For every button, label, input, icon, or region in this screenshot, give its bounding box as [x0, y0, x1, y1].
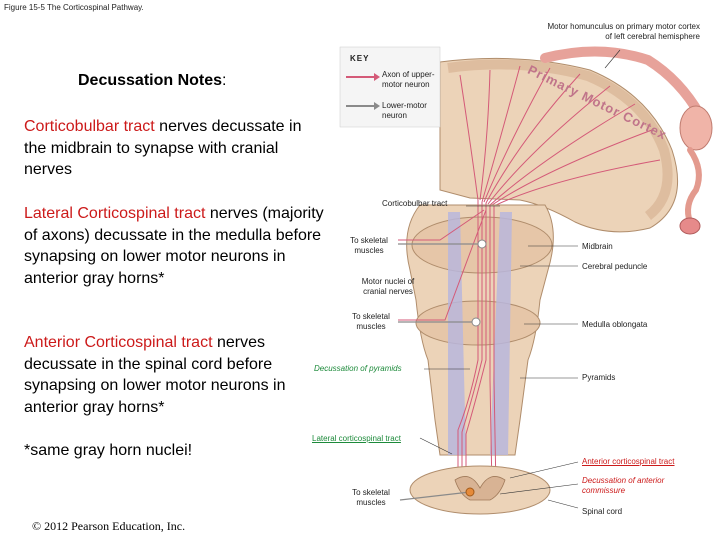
copyright: © 2012 Pearson Education, Inc. [32, 519, 186, 533]
notes-heading-text: Decussation Notes [78, 72, 223, 89]
label-to-skeletal-2: To skeletal muscles [352, 312, 390, 331]
label-decussation-pyramids: Decussation of pyramids [314, 364, 402, 373]
note-text: nerves decussate in the midbrain to synapse with cranial nerves [24, 118, 302, 178]
label-anterior-tract: Anterior corticospinal tract [582, 457, 675, 466]
key-title: KEY [350, 54, 370, 63]
note-highlight: Lateral Corticospinal tract [24, 205, 206, 222]
label-spinal-cord: Spinal cord [582, 507, 623, 516]
key-upper-label: Axon of upper- motor neuron [382, 70, 435, 89]
label-decussation-commissure: Decussation of anterior commissure [582, 476, 665, 495]
note-footnote: *same gray horn nuclei! [24, 442, 193, 459]
notes-heading-colon: : [222, 72, 227, 89]
figure-title: Figure 15-5 The Corticospinal Pathway. [4, 3, 144, 12]
medulla-nucleus [472, 318, 480, 326]
midbrain-nucleus [478, 240, 486, 248]
note-text: nerves decussate in the spinal cord before synapsing on lower motor neurons in anterior gray horns* [24, 334, 286, 416]
label-cerebral-peduncle: Cerebral peduncle [582, 262, 648, 271]
key-lower-label: Lower-motor neuron [382, 101, 427, 120]
label-medulla: Medulla oblongata [582, 320, 648, 329]
label-midbrain: Midbrain [582, 242, 613, 251]
label-homunculus: Motor homunculus on primary motor cortex of left cerebral hemisphere [547, 22, 700, 41]
label-motor-nuclei: Motor nuclei of cranial nerves [361, 277, 415, 296]
note-highlight: Anterior Corticospinal tract [24, 334, 213, 351]
label-corticobulbar-tract: Corticobulbar tract [382, 199, 448, 208]
note-corticobulbar [24, 116, 324, 181]
note-anterior-corticospinal [24, 332, 324, 418]
label-to-skeletal-1: To skeletal muscles [350, 236, 388, 255]
note-lateral-corticospinal [24, 203, 324, 289]
note-text: nerves (majority of axons) decussate in the medulla before synapsing on lower motor neurons in anterior gray horns* [24, 205, 324, 287]
notes-heading [78, 72, 227, 90]
note-highlight: Corticobulbar tract [24, 118, 155, 135]
spinal-nucleus [466, 488, 474, 496]
label-to-skeletal-3: To skeletal muscles [352, 488, 390, 507]
label-primary-motor-cortex: Primary Motor Cortex [525, 62, 670, 143]
label-lateral-tract: Lateral corticospinal tract [312, 434, 401, 443]
label-pyramids: Pyramids [582, 373, 616, 382]
